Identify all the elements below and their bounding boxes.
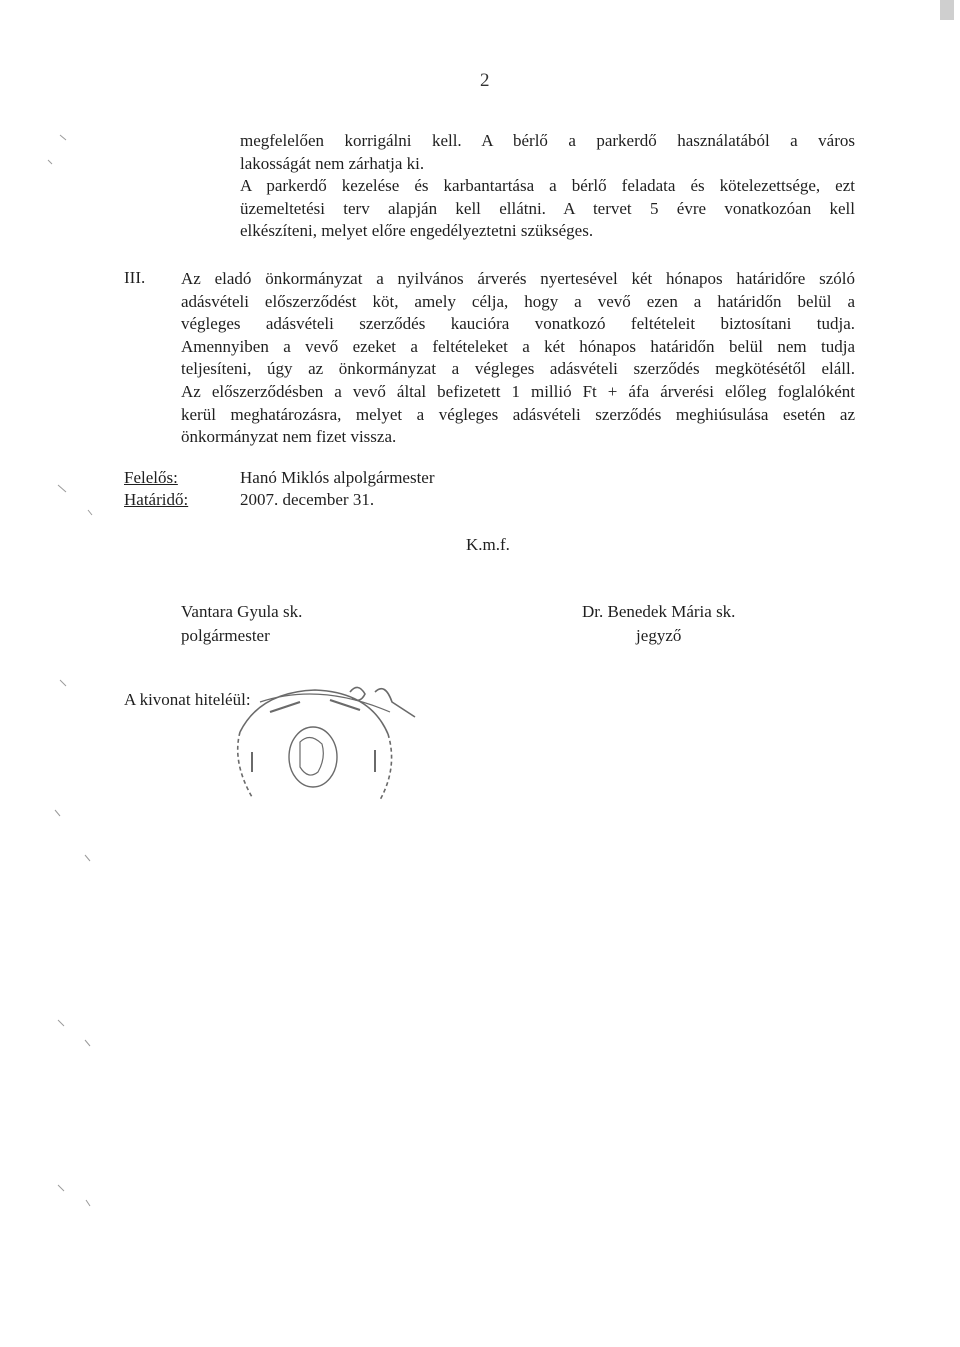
text-line: elkészíteni, melyet előre engedélyeztetni szükséges. — [240, 221, 594, 241]
signature-right-title: jegyző — [636, 626, 682, 645]
text-line: kerül meghatározásra, melyet a végleges adásvételi szerződés meghiúsulása esetén az — [181, 404, 855, 424]
deadline-value: 2007. december 31. — [240, 490, 375, 509]
signature-left-title: polgármester — [181, 626, 270, 645]
text-line: Az előszerződésben a vevő által befizetett 1 millió Ft + áfa árverési előleg foglalóként — [181, 381, 855, 401]
text-line: adásvételi előszerződést köt, amely célja, hogy a vevő ezen a határidőn belül a — [181, 291, 855, 311]
text-line: végleges adásvételi szerződés kaucióra vonatkozó feltételeit biztosítani tudja. — [181, 314, 855, 334]
signature-right-name: Dr. Benedek Mária sk. — [582, 602, 736, 621]
page-number: 2 — [480, 70, 490, 91]
section-number: III. — [124, 268, 146, 287]
text-line: teljesíteni, úgy az önkormányzat a végleges adásvételi szerződés megkötésétől eláll. — [181, 359, 855, 379]
text-line: lakosságát nem zárhatja ki. — [240, 153, 425, 173]
text-line: Amennyiben a vevő ezeket a feltételeket a két hónapos határidőn belül nem tudja — [181, 336, 855, 356]
responsible-value: Hanó Miklós alpolgármester — [240, 468, 435, 487]
text-line: önkormányzat nem fizet vissza. — [181, 427, 397, 447]
text-line: Az eladó önkormányzat a nyilvános árverés nyertesével két hónapos határidőre szóló — [181, 269, 855, 288]
text-line: megfelelően korrigálni kell. A bérlő a parkerdő használatából a város — [240, 131, 855, 150]
responsible-label: Felelős: — [124, 468, 178, 487]
kmf-mark: K.m.f. — [466, 535, 510, 554]
certification-line: A kivonat hiteléül: — [124, 690, 251, 709]
text-line: A parkerdő kezelése és karbantartása a bérlő feladata és kötelezettsége, ezt — [240, 176, 855, 196]
signature-left-name: Vantara Gyula sk. — [181, 602, 303, 621]
deadline-label: Határidő: — [124, 490, 189, 509]
text-line: üzemeltetési terv alapján kell ellátni. A tervet 5 évre vonatkozóan kell — [240, 198, 855, 218]
